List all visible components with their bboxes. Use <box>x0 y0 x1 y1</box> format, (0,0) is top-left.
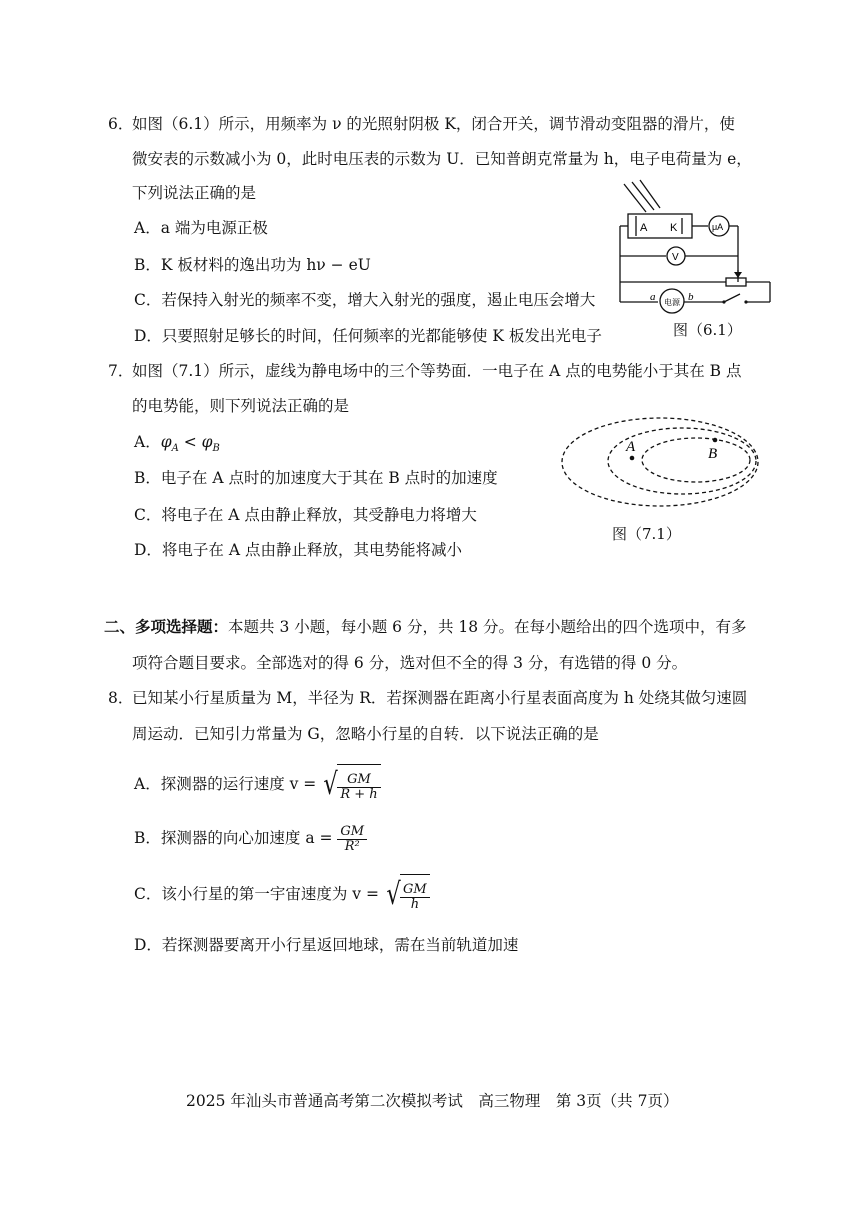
fig71-label-b: B <box>708 446 718 462</box>
q8-stem-line1: 已知某小行星质量为 M，半径为 R．若探测器在距离小行星表面高度为 h 处绕其做匀速圆 <box>132 689 748 707</box>
section-2-title: 二、多项选择题： <box>104 617 229 636</box>
q7-stem-line1: 如图（7.1）所示，虚线为静电场中的三个等势面．一电子在 A 点的电势能小于其在 B 点 <box>132 362 742 380</box>
fig61-label-b-terminal: b <box>688 291 694 303</box>
q7-stem-line2: 的电势能，则下列说法正确的是 <box>132 397 350 415</box>
q8-option-d: D．若探测器要离开小行星返回地球，需在当前轨道加速 <box>134 936 519 954</box>
section-2-heading <box>104 617 747 637</box>
q7-number: 7． <box>108 362 134 380</box>
q6-option-a: A．a 端为电源正极 <box>134 219 268 237</box>
q7-option-a: A．$\varphi_A < \varphi_B$ <box>134 433 220 455</box>
figure-6-1-caption: 图（6.1） <box>673 321 742 339</box>
figure-7-1-equipotentials <box>558 414 764 510</box>
q6-stem-line1: 如图（6.1）所示，用频率为 ν 的光照射阴极 K，闭合开关，调节滑动变阻器的滑片，使 <box>132 115 735 133</box>
fig61-label-source: 电源 <box>664 298 680 307</box>
q6-stem-line3: 下列说法正确的是 <box>132 184 257 202</box>
q8-option-c: C．该小行星的第一宇宙速度为 v = √ $\frac{GM}{h}$ <box>134 874 430 916</box>
q8-option-b: B．探测器的向心加速度 a = $\frac{GM}{\text{R²}}$ <box>134 818 367 858</box>
fig61-label-voltmeter: V <box>672 252 679 263</box>
q7-option-b: B．电子在 A 点时的加速度大于其在 B 点时的加速度 <box>134 469 498 487</box>
q8-stem-line2: 周运动．已知引力常量为 G，忽略小行星的自转．以下说法正确的是 <box>132 725 599 743</box>
fig61-label-k-plate: K <box>670 222 678 234</box>
figure-6-1-circuit <box>612 178 774 318</box>
section-2-instructions-line2: 项符合题目要求。全部选对的得 6 分，选对但不全的得 3 分，有选错的得 0 分。 <box>132 654 688 672</box>
fig71-label-a: A <box>626 439 636 455</box>
q6-stem-line2: 微安表的示数减小为 0，此时电压表的示数为 U．已知普朗克常量为 h，电子电荷量为 e， <box>132 150 752 168</box>
fig61-label-a-plate: A <box>640 222 648 234</box>
q6-number: 6． <box>108 115 134 133</box>
q6-option-b: B．K 板材料的逸出功为 hν − eU <box>134 256 371 274</box>
figure-7-1-caption: 图（7.1） <box>612 525 681 543</box>
q6-option-c: C．若保持入射光的频率不变，增大入射光的强度，遏止电压会增大 <box>134 291 596 309</box>
q8-option-a: A．探测器的运行速度 v = √ $\frac{GM}{R + h}$ <box>134 764 381 806</box>
q8-number: 8． <box>108 689 134 707</box>
q6-option-d: D．只要照射足够长的时间，任何频率的光都能够使 K 板发出光电子 <box>134 327 602 345</box>
fig61-label-microammeter: μA <box>712 222 724 232</box>
fig61-label-a-terminal: a <box>650 291 656 303</box>
page-footer: 2025 年汕头市普通高考第二次模拟考试 高三物理 第 3页（共 7页） <box>186 1092 679 1110</box>
section-2-instructions-line1: 本题共 3 小题，每小题 6 分，共 18 分。在每小题给出的四个选项中，有多 <box>228 618 747 636</box>
q7-option-c: C．将电子在 A 点由静止释放，其受静电力将增大 <box>134 506 477 524</box>
q7-option-d: D．将电子在 A 点由静止释放，其电势能将减小 <box>134 541 462 559</box>
